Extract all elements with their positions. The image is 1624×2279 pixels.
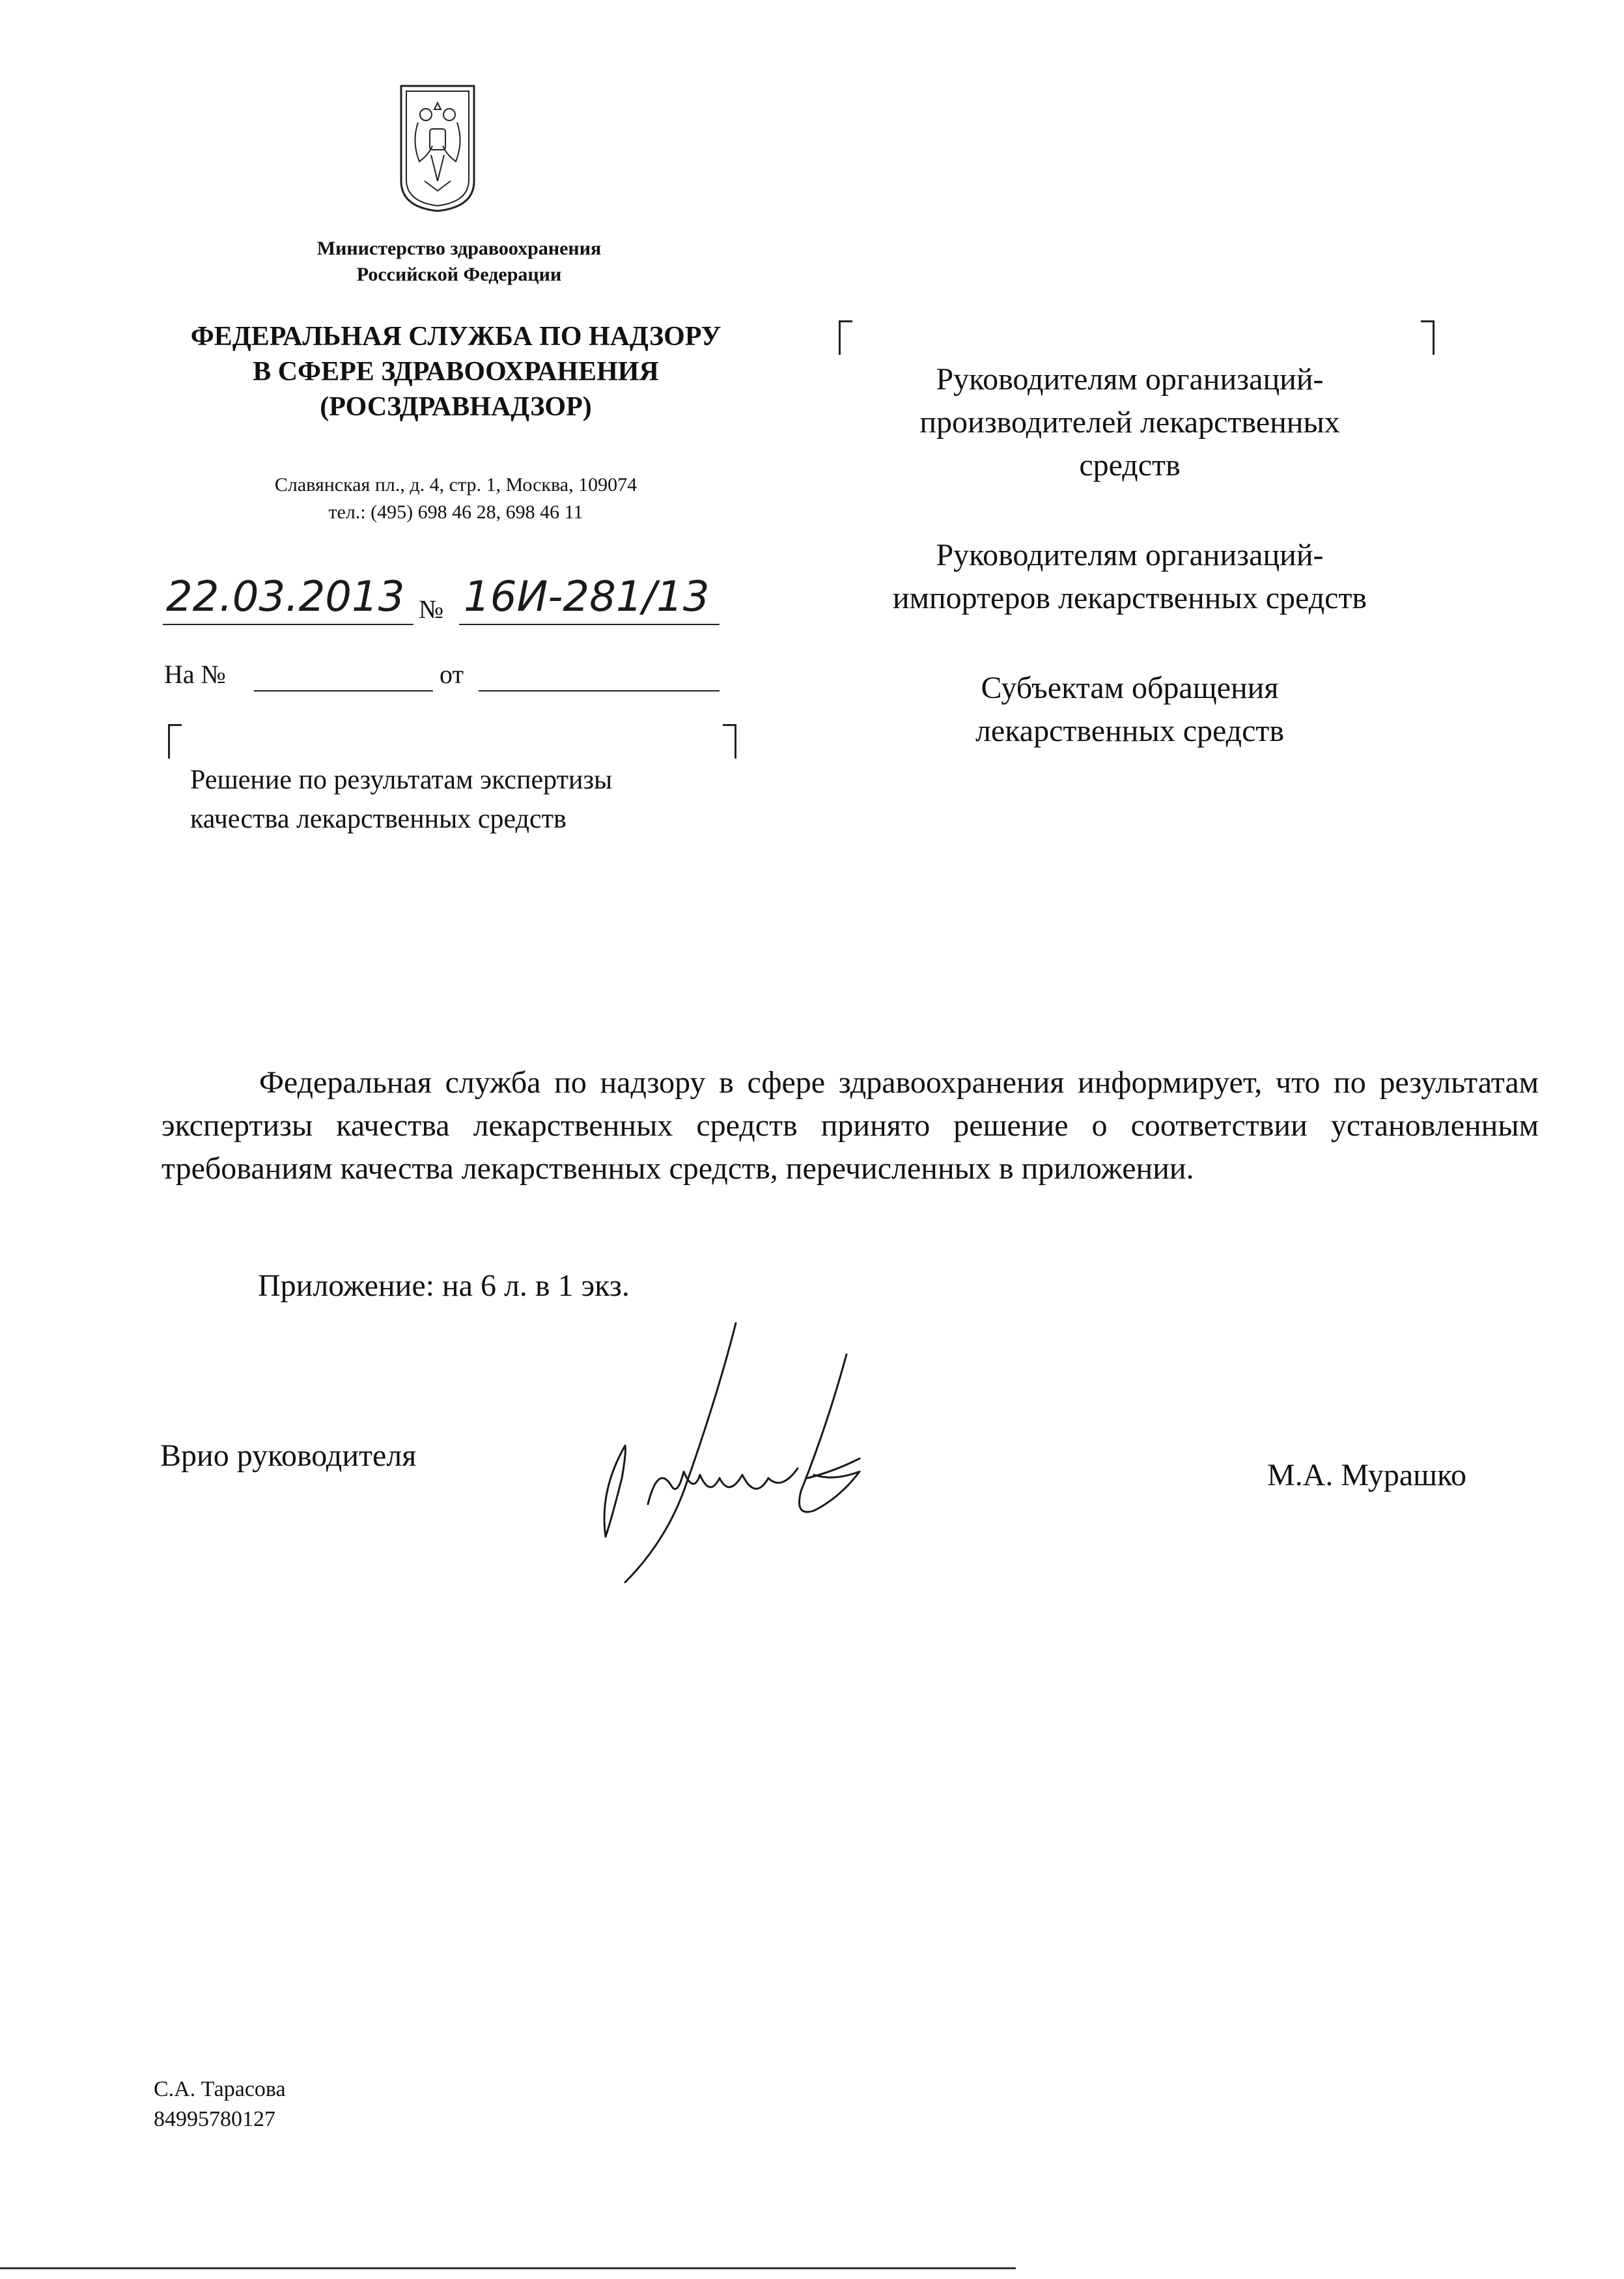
- recipient-item: [827, 534, 1433, 620]
- recipient-line: средств: [1079, 448, 1181, 482]
- recipients-block: [827, 358, 1433, 800]
- recipient-line: лекарственных средств: [975, 714, 1285, 748]
- service-address: [195, 471, 716, 526]
- reply-from-label: от: [440, 660, 464, 689]
- subject-line-1: Решение по результатам экспертизы: [190, 765, 613, 795]
- letter-subject: [190, 761, 750, 839]
- letter-body: [161, 1061, 1539, 1190]
- recipients-bracket-right: [1421, 320, 1435, 355]
- registration-number: 16И-281/13: [464, 573, 710, 621]
- recipient-line: импортеров лекарственных средств: [892, 581, 1367, 615]
- executor-name: С.А. Тарасова: [154, 2077, 286, 2101]
- service-line-1: ФЕДЕРАЛЬНАЯ СЛУЖБА ПО НАДЗОРУ: [190, 322, 721, 352]
- executor-info: [154, 2075, 286, 2134]
- reply-to-label: На №: [164, 660, 226, 689]
- reply-from-line: [479, 690, 720, 692]
- handwritten-signature: [586, 1322, 925, 1602]
- bottom-rule: [0, 2267, 1016, 2269]
- signatory-name: М.А. Мурашко: [1267, 1458, 1466, 1492]
- number-underline: [459, 624, 720, 625]
- number-sign: №: [419, 594, 444, 624]
- registration-date: 22.03.2013: [166, 573, 405, 621]
- executor-phone: 84995780127: [154, 2107, 275, 2131]
- recipient-item: [827, 358, 1433, 487]
- body-paragraph: Федеральная служба по надзору в сфере здравоохранения информирует, что по результатам экспертизы качества лекарственных средств принято решение о соответствии установленным требованиям качества лекарственных средств, перечисленных в приложении.: [161, 1065, 1539, 1186]
- recipient-line: Руководителям организаций-: [936, 538, 1324, 572]
- recipient-line: производителей лекарственных: [919, 405, 1340, 440]
- service-line-2: В СФЕРЕ ЗДРАВООХРАНЕНИЯ: [253, 357, 659, 387]
- recipient-item: [827, 667, 1433, 753]
- subject-line-2: качества лекарственных средств: [190, 804, 567, 834]
- russian-coat-of-arms-icon: [399, 83, 477, 214]
- recipient-line: Субъектам обращения: [981, 671, 1279, 705]
- ministry-line-1: Министерство здравоохранения: [316, 238, 602, 259]
- reply-to-line: [254, 690, 433, 692]
- subject-bracket-right: [723, 724, 736, 759]
- recipient-line: Руководителям организаций-: [936, 362, 1324, 397]
- recipients-bracket-left: [839, 320, 852, 355]
- service-name: [130, 319, 781, 425]
- subject-bracket-left: [168, 724, 182, 759]
- address-line-2: тел.: (495) 698 46 28, 698 46 11: [328, 501, 583, 523]
- address-line-1: Славянская пл., д. 4, стр. 1, Москва, 109074: [274, 474, 637, 496]
- date-underline: [163, 624, 413, 625]
- signatory-position: Врио руководителя: [160, 1438, 417, 1473]
- appendix-note: Приложение: на 6 л. в 1 экз.: [258, 1268, 630, 1303]
- ministry-line-2: Российской Федерации: [356, 264, 562, 285]
- service-line-3: (РОСЗДРАВНАДЗОР): [320, 392, 592, 422]
- ministry-name: [234, 236, 684, 288]
